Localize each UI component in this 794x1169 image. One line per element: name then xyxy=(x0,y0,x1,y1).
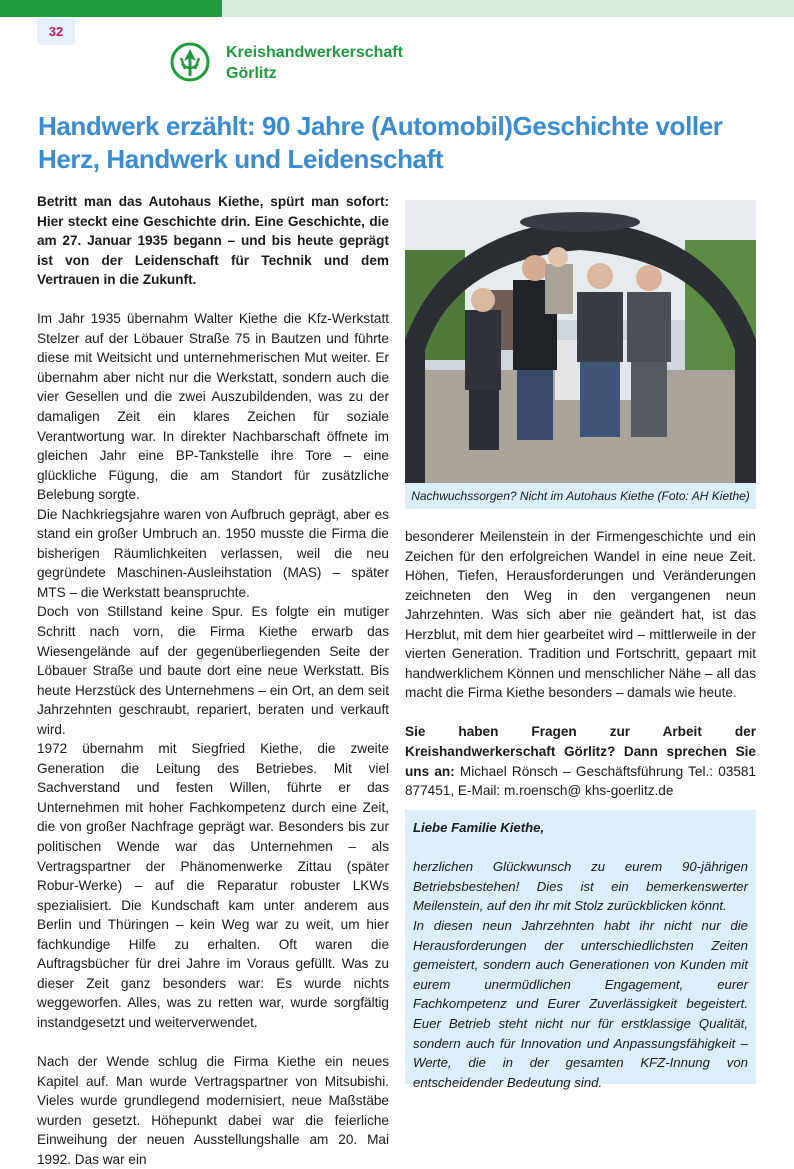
header-green-bar xyxy=(0,0,222,17)
contact-lead: Sie haben Fragen zur Arbeit der Kreishandwerkerschaft Görlitz? Dann sprechen Sie uns an: xyxy=(405,724,756,779)
organization-name-line2: Görlitz xyxy=(226,65,277,82)
organization-name-line1: Kreishandwerkerschaft xyxy=(226,44,403,61)
article-paragraph-3: Doch von Stillstand keine Spur. Es folgte ein mutiger Schritt nach vorn, die Firma Kiethe erwarb das Wiesengelände auf der gegenüberliegenden Seite der Löbauer Straße und baute dort eine neue Werkstatt. Bis heute Herzstück des Unternehmens – ein Ort, an dem seit Jahrzehnten geschraubt, repariert, beraten und verkauft wird. xyxy=(37,604,389,737)
contact-paragraph xyxy=(405,722,756,800)
article-paragraph-1: Im Jahr 1935 übernahm Walter Kiethe die Kfz-Werkstatt Stelzer auf der Löbauer Straße 75 in Bautzen und führte diese mit Weitsicht und unternehmerischen Mut weiter. Er übernahm aber nicht nur die Werkstatt, sondern auch die vier Gesellen und die zwei Auszubildenden, was zu der damaligen Zeit ein klares Zeichen für soziale Verantwortung war. In direkter Nachbarschaft öffnete im gleichen Jahr eine BP-Tankstelle ihre Tore – eine glückliche Fügung, die am Standort für zusätzliche Belebung sorgte. xyxy=(37,311,389,503)
article-left-column xyxy=(37,192,389,1169)
page-number: 32 xyxy=(37,19,75,45)
letter-salutation: Liebe Familie Kiethe, xyxy=(413,820,545,835)
article-paragraph-6: besonderer Meilenstein in der Firmengeschichte und ein Zeichen für den erfolgreichen Wandel in eine neue Zeit. Höhen, Tiefen, Herausforderungen und Veränderungen zeichneten den Weg in den vergangenen neun Jahrzehnten. Was sich aber nie geändert hat, ist das Herzblut, mit dem hier gearbeitet wird – mittlerweile in der vierten Generation. Tradition und Fortschritt, gepaart mit handwerklichem Können und menschlicher Nähe – all das macht die Firma Kiethe besonders – damals wie heute. xyxy=(405,529,756,701)
congratulation-box xyxy=(405,810,756,1090)
article-paragraph-2: Die Nachkriegsjahre waren von Aufbruch geprägt, aber es stand ein großer Umbruch an. 1950 musste die Firma die bisherigen Räumlichkeiten verlassen, weil die neu gegründete Maschinen-Ausleihstation (MAS) – später MTS – die Werkstatt beanspruchte. xyxy=(37,506,389,600)
guild-tree-emblem-icon xyxy=(170,42,210,82)
letter-paragraph-1: herzlichen Glückwunsch zu eurem 90-jährigen Betriebsbestehen! Dies ist ein bemerkenswerter Meilenstein, auf den ihr mit Stolz zurückblicken könnt. xyxy=(413,859,748,914)
article-headline: Handwerk erzählt: 90 Jahre (Automobil)Geschichte voller Herz, Handwerk und Leidenschaft xyxy=(38,111,723,174)
article-right-column xyxy=(405,527,756,801)
article-paragraph-5: Nach der Wende schlug die Firma Kiethe ein neues Kapitel auf. Man wurde Vertragspartner von Mitsubishi. Vieles wurde grundlegend modernisiert, neue Maßstäbe wurden gesetzt. Höhepunkt dabei war die feierliche Einweihung der neuen Ausstellungshalle am 20. Mai 1992. Das war ein xyxy=(37,1053,389,1167)
letter-paragraph-2: In diesen neun Jahrzehnten habt ihr nicht nur die Herausforderungen der unterschiedlichsten Zeiten gemeistert, sondern auch Generationen von Kunden mit eurem unermüdlichen Engagement, eurer Fachkompetenz und Eurer Zuverlässigkeit begeistert. Euer Betrieb steht nicht nur für erstklassige Qualität, sondern auch für Innovation und Anpassungsfähigkeit – Werte, die in der gesamten KFZ-Innung von entscheidender Bedeutung sind. xyxy=(413,917,748,1090)
organization-name xyxy=(226,42,403,84)
article-paragraph-4: 1972 übernahm mit Siegfried Kiethe, die zweite Generation die Leitung des Betriebes. Mit viel Sachverstand und festen Willen, führte er das Unternehmen mit hoher Fachkompetenz durch eine Zeit, die von großer Nachfrage geprägt war. Besonders bis zur politischen Wende war das Unternehmen – als Vertragspartner der Phänomenwerke Zittau (später Robur-Werke) – auf die Reparatur robuster LKWs spezialisiert. Die Kundschaft kam unter anderem aus Berlin und Thüringen – kein Weg war zu weit, um hier fachkundige Hilfe zu erhalten. Oft waren die Auftragsbücher für drei Jahre im Voraus gefüllt. Was zu dieser Zeit ganz besonders war: Es wurde nichts weggeworfen. Alles, was zu retten war, wurde sorgfältig instandgesetzt und weiterverwendet. xyxy=(37,741,389,1030)
header-light-bar xyxy=(222,0,794,17)
article-lead: Betritt man das Autohaus Kiethe, spürt man sofort: Hier steckt eine Geschichte drin. Eine Geschichte, die am 27. Januar 1935 begann – und bis heute geprägt ist von der Leidenschaft für Technik und dem Vertrauen in die Zukunft. xyxy=(37,194,389,288)
article-photo xyxy=(405,200,756,483)
photo-caption: Nachwuchssorgen? Nicht im Autohaus Kiethe (Foto: AH Kiethe) xyxy=(405,483,756,509)
contact-details: Michael Rönsch – Geschäftsführung Tel.: 03581 877451, E-Mail: m.roensch@ khs-goerlitz.de xyxy=(405,763,756,799)
